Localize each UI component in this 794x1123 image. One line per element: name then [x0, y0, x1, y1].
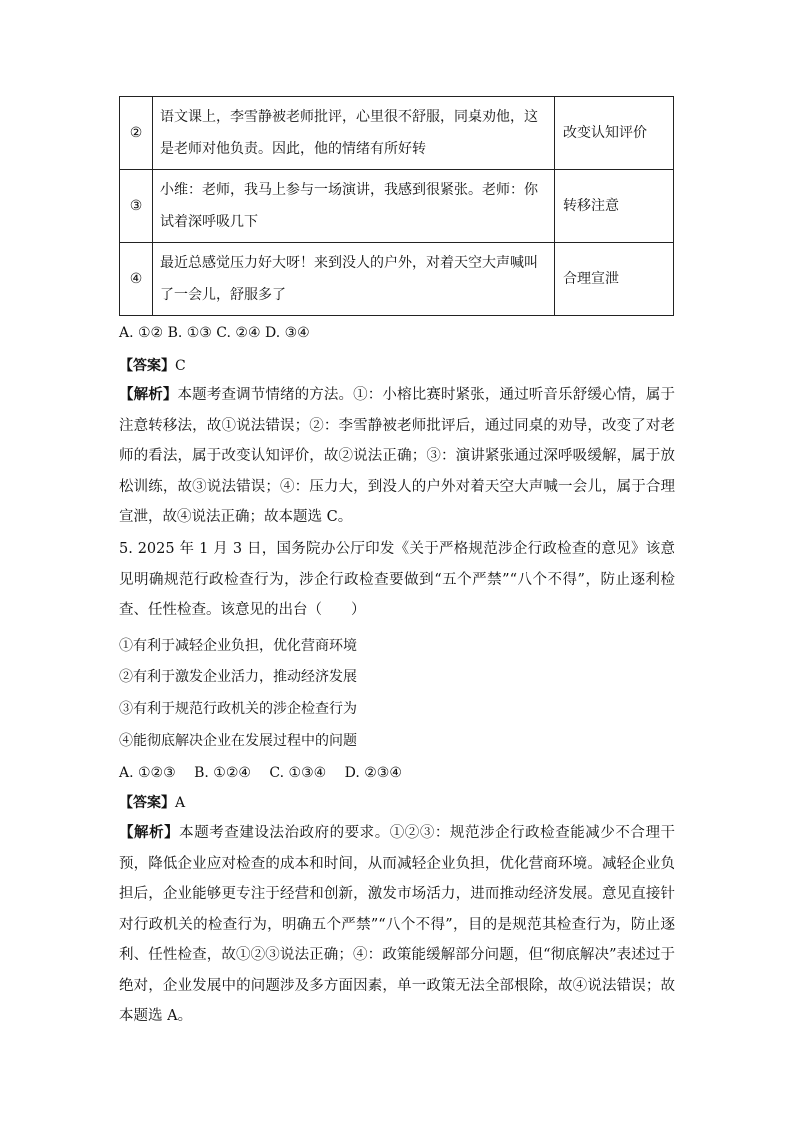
analysis-label: 【解析】: [119, 824, 180, 841]
q5-statement-1: ①有利于减轻企业负担，优化营商环境: [119, 638, 357, 654]
q4-analysis: [119, 380, 675, 533]
analysis-label: 【解析】: [119, 386, 178, 403]
emotion-methods-table: [119, 96, 674, 316]
row-number: ③: [120, 170, 153, 243]
table-row: [120, 97, 674, 170]
answer-label: 【答案】: [119, 358, 175, 374]
q5-statement-4: ④能彻底解决企业在发展过程中的问题: [119, 733, 357, 749]
answer-value: A: [175, 795, 186, 811]
q5-answer: [119, 792, 185, 812]
table-row: [120, 170, 674, 243]
q4-answer: [119, 355, 186, 375]
analysis-text: 本题考查建设法治政府的要求。①②③：规范涉企行政检查能减少不合理干预，降低企业应对检查的成本和时间，从而减轻企业负担，优化营商环境。减轻企业负担后，企业能够更专注于经营和创新，激发市场活力，进而推动经济发展。意见直接针对行政机关的检查行为，明确五个严禁”“八个不得”，目的是规范其检查行为，防止逐利、任性检查，故①②③说法正确；④：政策能缓解部分问题，但“彻底解决”表述过于绝对，企业发展中的问题涉及多方面因素，单一政策无法全部根除，故④说法错误；故本题选 A。: [119, 825, 676, 1024]
q5-stem: 5. 2025 年 1 月 3 日，国务院办公厅印发《关于严格规范涉企行政检查的意见》该意见明确规范行政检查行为，涉企行政检查要做到“五个严禁”“八个不得”，防止逐利检查、任性检查。该意见的出台（ ）: [119, 541, 675, 618]
q5-analysis: [119, 818, 675, 1032]
row-scenario: 最近总感觉压力好大呀！来到没人的户外，对着天空大声喊叫了一会儿，舒服多了: [153, 243, 555, 316]
row-number: ④: [120, 243, 153, 316]
q5-statement-3: ③有利于规范行政机关的涉企检查行为: [119, 701, 357, 717]
row-method: 转移注意: [555, 170, 674, 243]
analysis-text: 本题考查调节情绪的方法。①：小榕比赛时紧张，通过听音乐舒缓心情，属于注意转移法，故①说法错误；②：李雪静被老师批评后，通过同桌的劝导，改变了对老师的看法，属于改变认知评价，故②说法正确；③：演讲紧张通过深呼吸缓解，属于放松训练，故③说法错误；④：压力大，到没人的户外对着天空大声喊一会儿，属于合理宣泄，故④说法正确；故本题选 C。: [119, 387, 676, 525]
q5-statement-2: ②有利于激发企业活力，推动经济发展: [119, 669, 357, 685]
q4-options: A. ①② B. ①③ C. ②④ D. ③④: [119, 325, 310, 341]
row-scenario: 语文课上，李雪静被老师批评，心里很不舒服，同桌劝他，这是老师对他负责。因此，他的情绪有所好转: [153, 97, 555, 170]
row-scenario: 小维：老师，我马上参与一场演讲，我感到很紧张。老师：你试着深呼吸几下: [153, 170, 555, 243]
answer-label: 【答案】: [119, 795, 175, 811]
answer-value: C: [175, 358, 186, 374]
table-row: [120, 243, 674, 316]
row-method: 改变认知评价: [555, 97, 674, 170]
row-number: ②: [120, 97, 153, 170]
row-method: 合理宣泄: [555, 243, 674, 316]
q5-options: A. ①②③ B. ①②④ C. ①③④ D. ②③④: [119, 765, 402, 781]
